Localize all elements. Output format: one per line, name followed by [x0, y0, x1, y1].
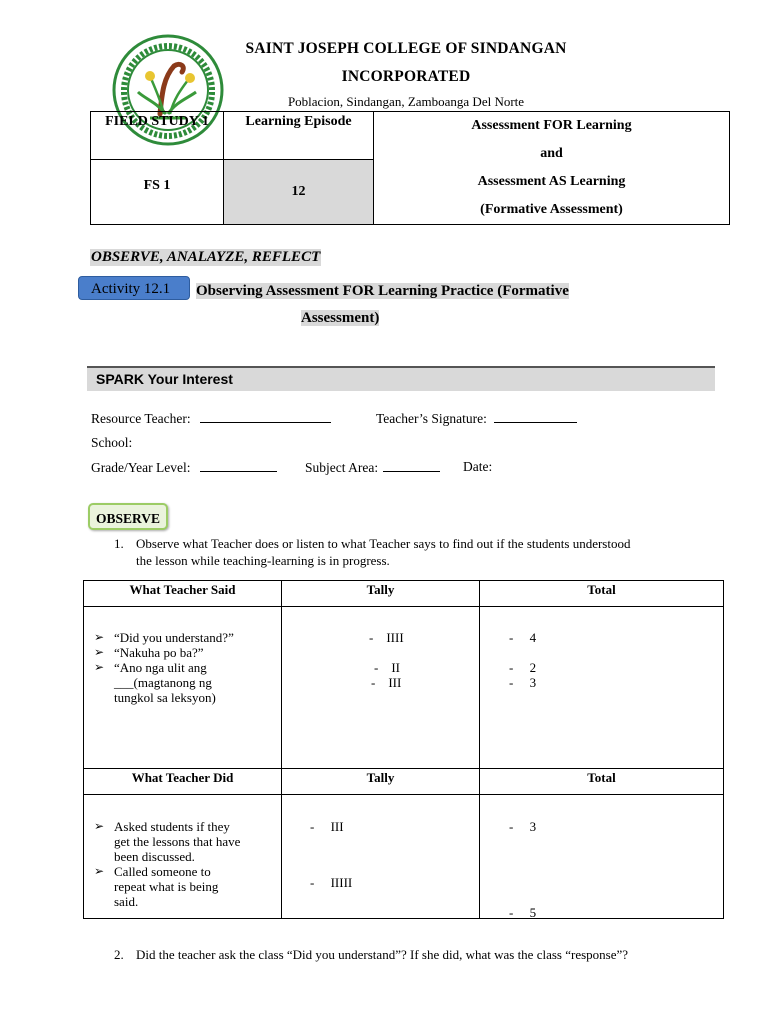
tally-value: - III	[310, 819, 344, 834]
did-total-cell	[480, 795, 724, 919]
spark-interest-heading: SPARK Your Interest	[87, 366, 715, 391]
assessment-line-3: Assessment AS Learning	[477, 174, 626, 189]
total-value: - 3	[509, 819, 537, 834]
teacher-observation-table	[83, 580, 724, 919]
arrow-bullet-icon: ➢	[94, 630, 105, 644]
subject-area-blank[interactable]	[383, 459, 440, 472]
learning-episode-cell: Learning Episode	[224, 112, 374, 160]
did-tally-cell	[282, 795, 480, 919]
tally-value: - IIII	[369, 630, 404, 645]
activity-title-line-1: Observing Assessment FOR Learning Practice (Formative	[196, 283, 569, 299]
school-address: Poblacion, Sindangan, Zamboanga Del Norte	[287, 94, 525, 109]
said-tally-cell	[282, 607, 480, 769]
episode-number-cell: 12	[224, 160, 374, 225]
what-teacher-said-header: What Teacher Said	[84, 581, 282, 607]
total-value: - 2	[509, 660, 537, 675]
teacher-signature-label: Teacher’s Signature:	[376, 411, 487, 426]
total-value: - 5	[509, 905, 537, 920]
date-label: Date:	[463, 459, 493, 474]
observe-tag: OBSERVE	[88, 503, 168, 530]
list-item: ➢ “Nakuha po ba?”	[94, 645, 204, 660]
grade-level-label: Grade/Year Level:	[91, 460, 191, 475]
total-value: - 3	[509, 675, 537, 690]
resource-teacher-label: Resource Teacher:	[91, 411, 191, 426]
arrow-bullet-icon: ➢	[94, 819, 105, 833]
teacher-signature-field[interactable]	[376, 410, 577, 427]
question-1-text	[136, 535, 726, 569]
assessment-line-2: and	[540, 146, 563, 161]
resource-teacher-field[interactable]	[91, 410, 331, 427]
arrow-bullet-icon: ➢	[94, 864, 105, 878]
said-items-cell	[84, 607, 282, 769]
school-name-suffix: INCORPORATED	[341, 68, 471, 85]
did-items-list	[84, 819, 281, 909]
grade-level-blank[interactable]	[200, 459, 277, 472]
activity-title	[196, 278, 569, 332]
assessment-cell	[374, 112, 730, 225]
section-title: OBSERVE, ANALAYZE, REFLECT	[91, 249, 321, 265]
did-items-cell	[84, 795, 282, 919]
question-1-line-1: Observe what Teacher does or listen to what Teacher says to find out if the students understood	[136, 536, 631, 551]
school-name: SAINT JOSEPH COLLEGE OF SINDANGAN	[245, 40, 567, 57]
subject-area-label: Subject Area:	[305, 460, 379, 475]
teacher-signature-blank[interactable]	[494, 410, 577, 423]
tally-header: Tally	[282, 769, 480, 795]
tally-value: - II	[374, 660, 400, 675]
total-header: Total	[480, 769, 724, 795]
question-1-line-2: the lesson while teaching-learning is in progress.	[136, 553, 390, 568]
tally-header: Tally	[282, 581, 480, 607]
subject-area-field[interactable]	[305, 459, 440, 476]
total-value: - 4	[509, 630, 537, 645]
field-study-cell: FIELD STUDY 1	[91, 112, 224, 160]
fs-cell: FS 1	[91, 160, 224, 225]
field-study-info-table	[90, 111, 730, 225]
list-item: ➢ Asked students if they get the lessons that have been discussed.	[94, 819, 241, 864]
question-2-text: Did the teacher ask the class “Did you understand”? If she did, what was the class “response”?	[136, 947, 629, 962]
tally-value: - III	[371, 675, 402, 690]
question-1-number: 1.	[114, 536, 124, 551]
arrow-bullet-icon: ➢	[94, 660, 105, 674]
question-2-number: 2.	[114, 947, 124, 962]
what-teacher-did-header: What Teacher Did	[84, 769, 282, 795]
tally-value: - IIIII	[310, 875, 353, 890]
activity-title-line-2: Assessment)	[301, 310, 380, 326]
activity-badge: Activity 12.1	[78, 276, 190, 300]
list-item: ➢ Called someone to repeat what is being said.	[94, 864, 219, 909]
said-total-cell	[480, 607, 724, 769]
total-header: Total	[480, 581, 724, 607]
said-items-list	[84, 630, 281, 705]
list-item: ➢ “Ano nga ulit ang ___(magtanong ng tungkol sa leksyon)	[94, 660, 216, 705]
list-item: ➢ “Did you understand?”	[94, 630, 234, 645]
arrow-bullet-icon: ➢	[94, 645, 105, 659]
resource-teacher-blank[interactable]	[200, 410, 331, 423]
assessment-line-4: (Formative Assessment)	[480, 202, 623, 217]
school-label: School:	[91, 435, 133, 450]
assessment-line-1: Assessment FOR Learning	[471, 118, 632, 133]
grade-level-field[interactable]	[91, 459, 277, 476]
